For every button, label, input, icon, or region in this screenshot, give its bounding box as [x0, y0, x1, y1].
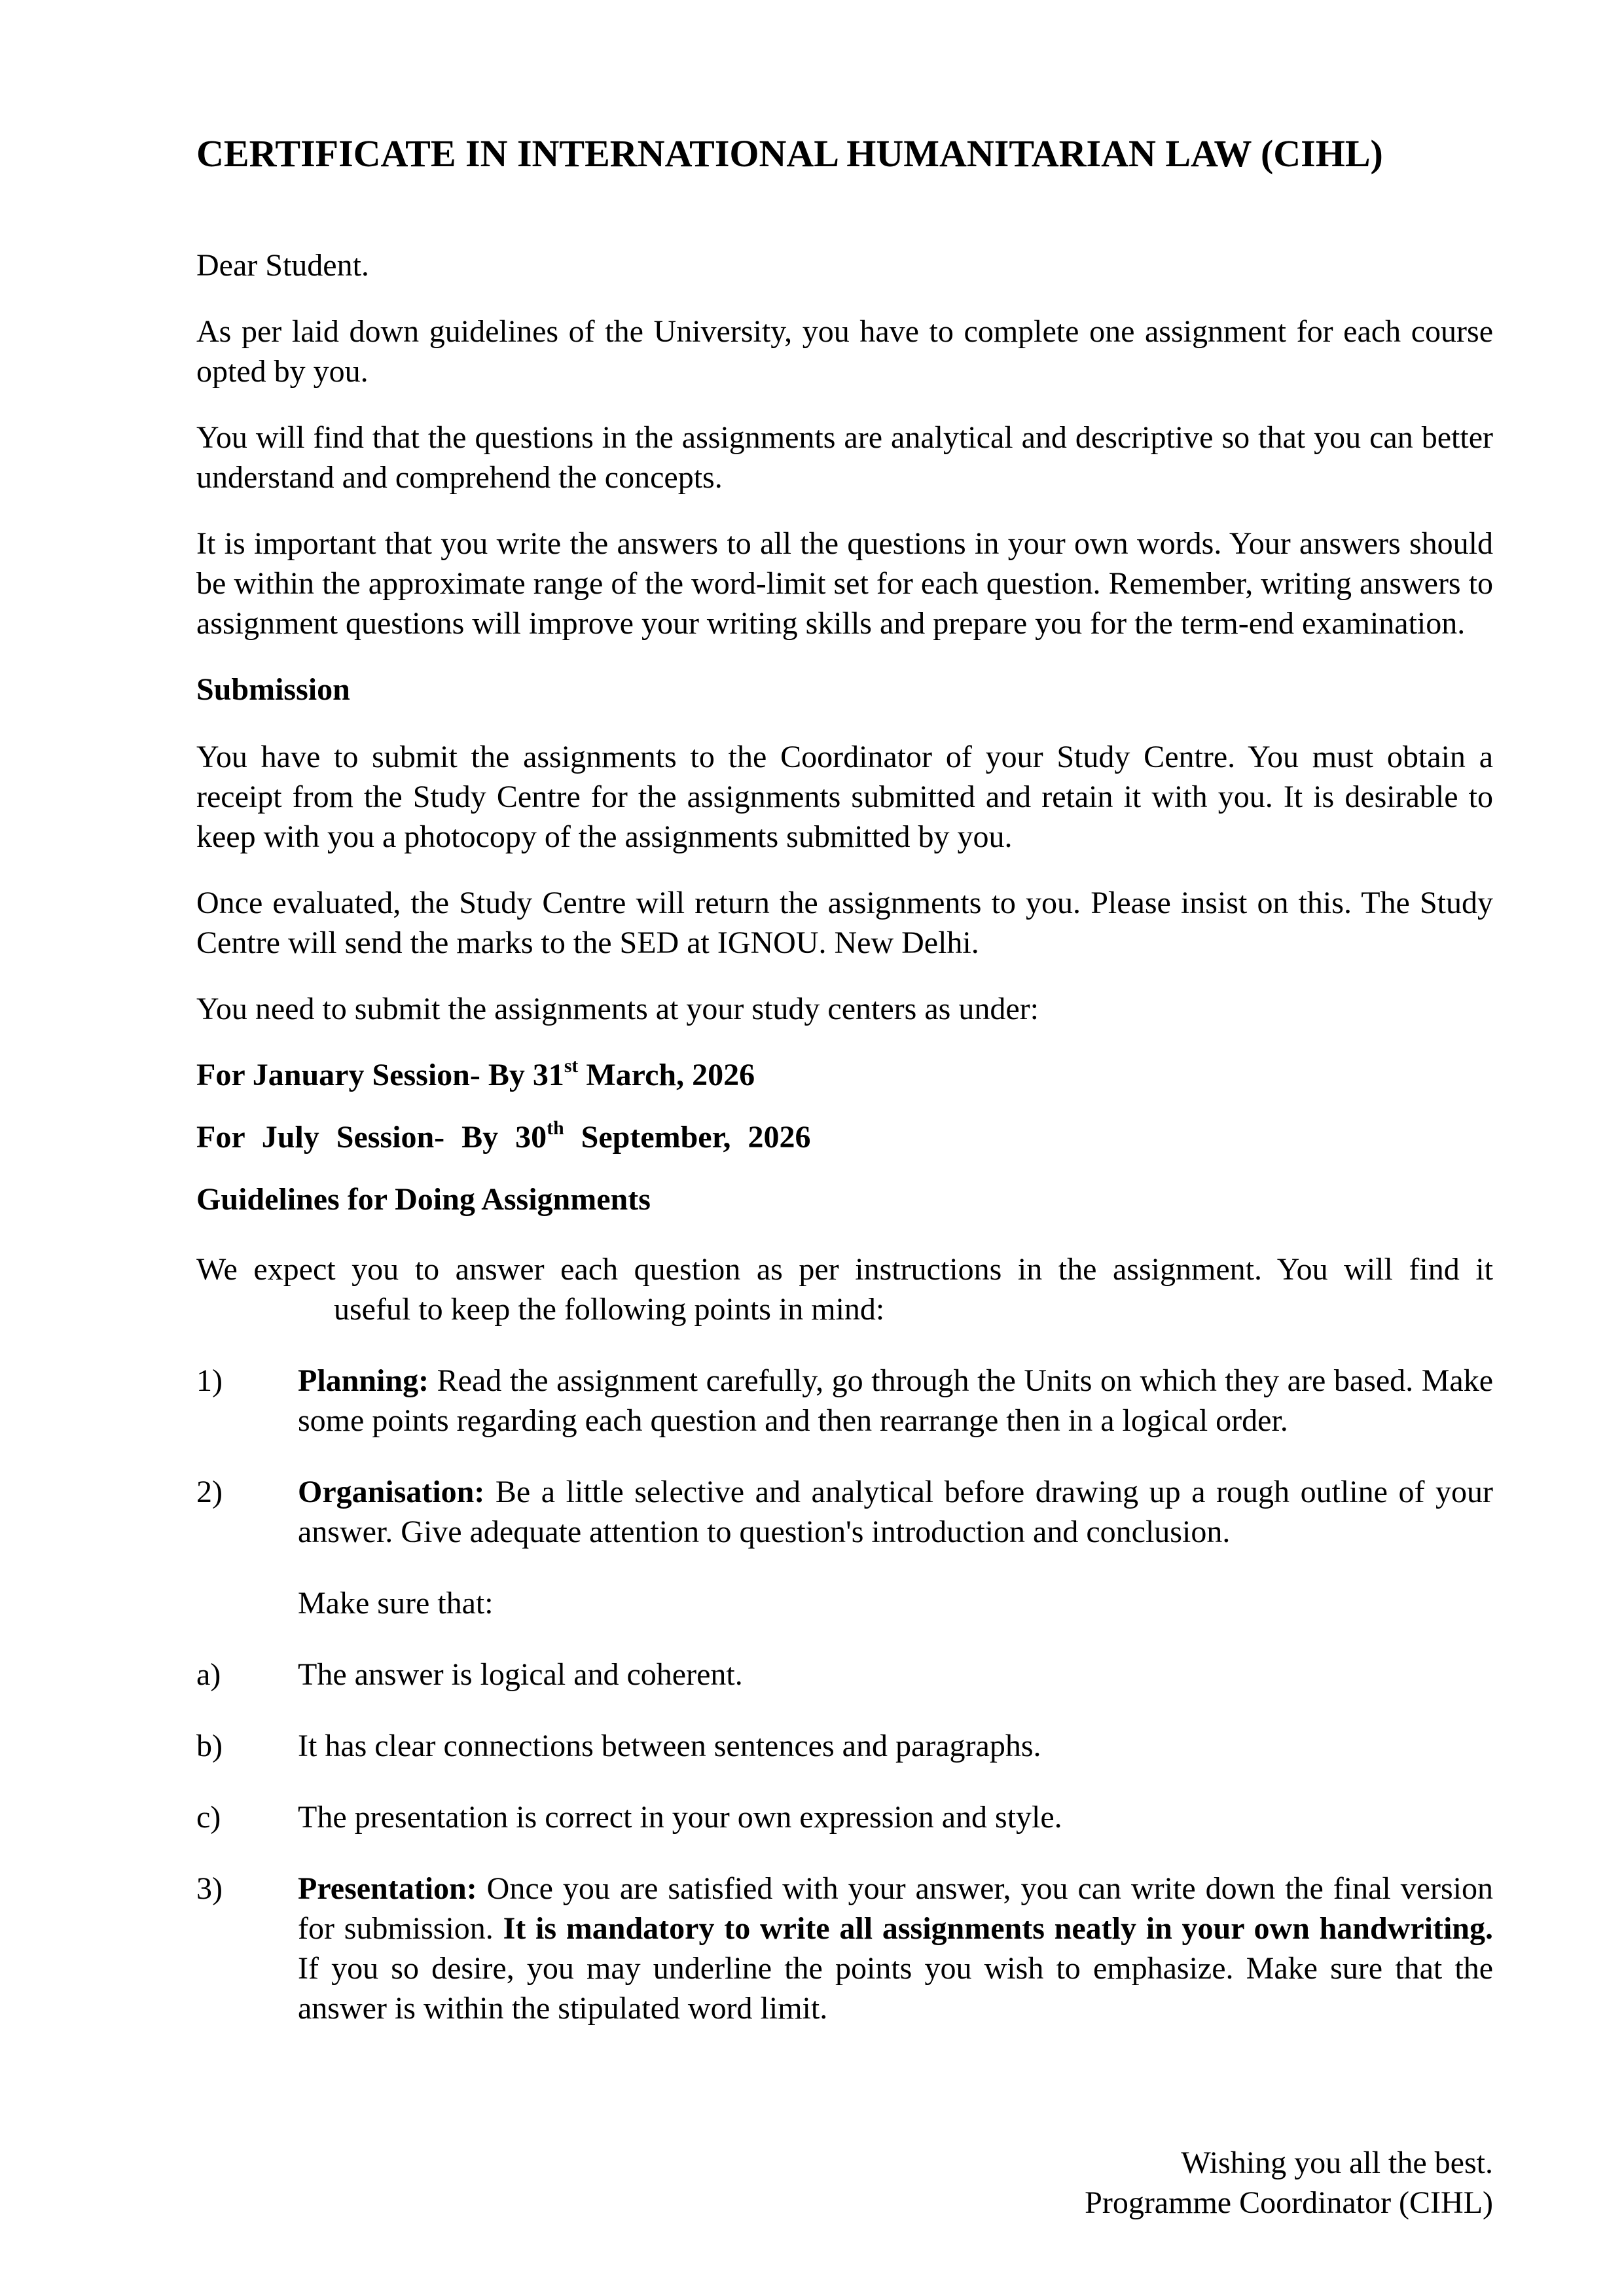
- lettered-item-b: [196, 1726, 1493, 1766]
- july-session-text: For July Session- By 30: [196, 1120, 547, 1155]
- item-bold-emphasis: It is mandatory to write all assignments neatly in your own handwriting.: [503, 1911, 1494, 1946]
- item-marker: 3): [196, 1871, 223, 1906]
- item-text: The presentation is correct in your own expression and style.: [298, 1800, 1062, 1835]
- january-session-ordinal: st: [564, 1054, 579, 1077]
- item-marker: c): [196, 1800, 221, 1835]
- item-body-text: Read the assignment carefully, go through the Units on which they are based. Make some points regarding each question and then rearrange then in a logical order.: [298, 1363, 1493, 1438]
- closing-wish: Wishing you all the best.: [1181, 2145, 1493, 2180]
- submission-paragraph-2: Once evaluated, the Study Centre will return the assignments to you. Please insist on this. The Study Centre will send the marks to the SED at IGNOU. New Delhi.: [196, 886, 1493, 960]
- salutation: Dear Student.: [196, 248, 369, 283]
- submission-heading: Submission: [196, 672, 350, 707]
- intro-paragraph-1: As per laid down guidelines of the University, you have to complete one assignment for each course opted by you.: [196, 314, 1493, 389]
- item-label: Planning:: [298, 1363, 429, 1398]
- item-text: [298, 1472, 1493, 1552]
- intro-paragraph-2: You will find that the questions in the assignments are analytical and descriptive so that you can better understand and comprehend the concepts.: [196, 420, 1493, 495]
- closing-signature: Programme Coordinator (CIHL): [1085, 2185, 1493, 2220]
- july-session-deadline: [196, 1117, 1493, 1157]
- january-session-deadline: [196, 1055, 1493, 1095]
- submission-paragraph-1: You have to submit the assignments to the Coordinator of your Study Centre. You must obtain a receipt from the Study Centre for the assignments submitted and retain it with you. It is desirable to keep with you a photocopy of the assignments submitted by you.: [196, 740, 1493, 854]
- item-text: The answer is logical and coherent.: [298, 1657, 743, 1692]
- item-text: [298, 1869, 1493, 2028]
- item-body-text: Be a little selective and analytical before drawing up a rough outline of your answer. Give adequate attention to question's introduction and conclusion.: [298, 1475, 1493, 1549]
- item-body-text-2: If you so desire, you may underline the points you wish to emphasize. Make sure that the answer is within the stipulated word limit.: [298, 1951, 1493, 2026]
- page-title: CERTIFICATE IN INTERNATIONAL HUMANITARIAN LAW (CIHL): [196, 132, 1383, 175]
- guidelines-intro-line-1: We expect you to answer each question as per instructions in the assignment. You will find it: [196, 1252, 1493, 1287]
- guidelines-heading: Guidelines for Doing Assignments: [196, 1182, 651, 1217]
- lettered-item-c: [196, 1797, 1493, 1837]
- intro-paragraph-3: It is important that you write the answers to all the questions in your own words. Your answers should be within the approximate range of the word-limit set for each question. Remember, writing answers to assignment questions will improve your writing skills and prepare you for the term-end examination.: [196, 526, 1493, 641]
- january-session-date: March, 2026: [578, 1058, 755, 1092]
- item-marker: a): [196, 1657, 221, 1692]
- lettered-item-a: [196, 1655, 1493, 1695]
- july-session-date: September, 2026: [564, 1120, 811, 1155]
- closing-block: [196, 2143, 1493, 2223]
- item-text: [298, 1361, 1493, 1441]
- item-label: Organisation:: [298, 1475, 485, 1509]
- numbered-item-planning: [196, 1361, 1493, 1441]
- july-session-ordinal: th: [547, 1117, 564, 1139]
- submission-paragraph-3: You need to submit the assignments at your study centers as under:: [196, 992, 1039, 1026]
- item-marker: 1): [196, 1363, 223, 1398]
- item-marker: 2): [196, 1475, 223, 1509]
- make-sure-line: Make sure that:: [298, 1586, 494, 1621]
- numbered-item-organisation: [196, 1472, 1493, 1552]
- item-label: Presentation:: [298, 1871, 477, 1906]
- item-marker: b): [196, 1729, 223, 1763]
- numbered-item-presentation: [196, 1869, 1493, 2028]
- item-text: It has clear connections between sentences and paragraphs.: [298, 1729, 1041, 1763]
- item-body-text-1: Once you are satisfied with your answer, you can write down the final version for submission.: [298, 1871, 1493, 1946]
- january-session-text: For January Session- By 31: [196, 1058, 564, 1092]
- guidelines-intro-line-2: useful to keep the following points in mind:: [334, 1292, 885, 1327]
